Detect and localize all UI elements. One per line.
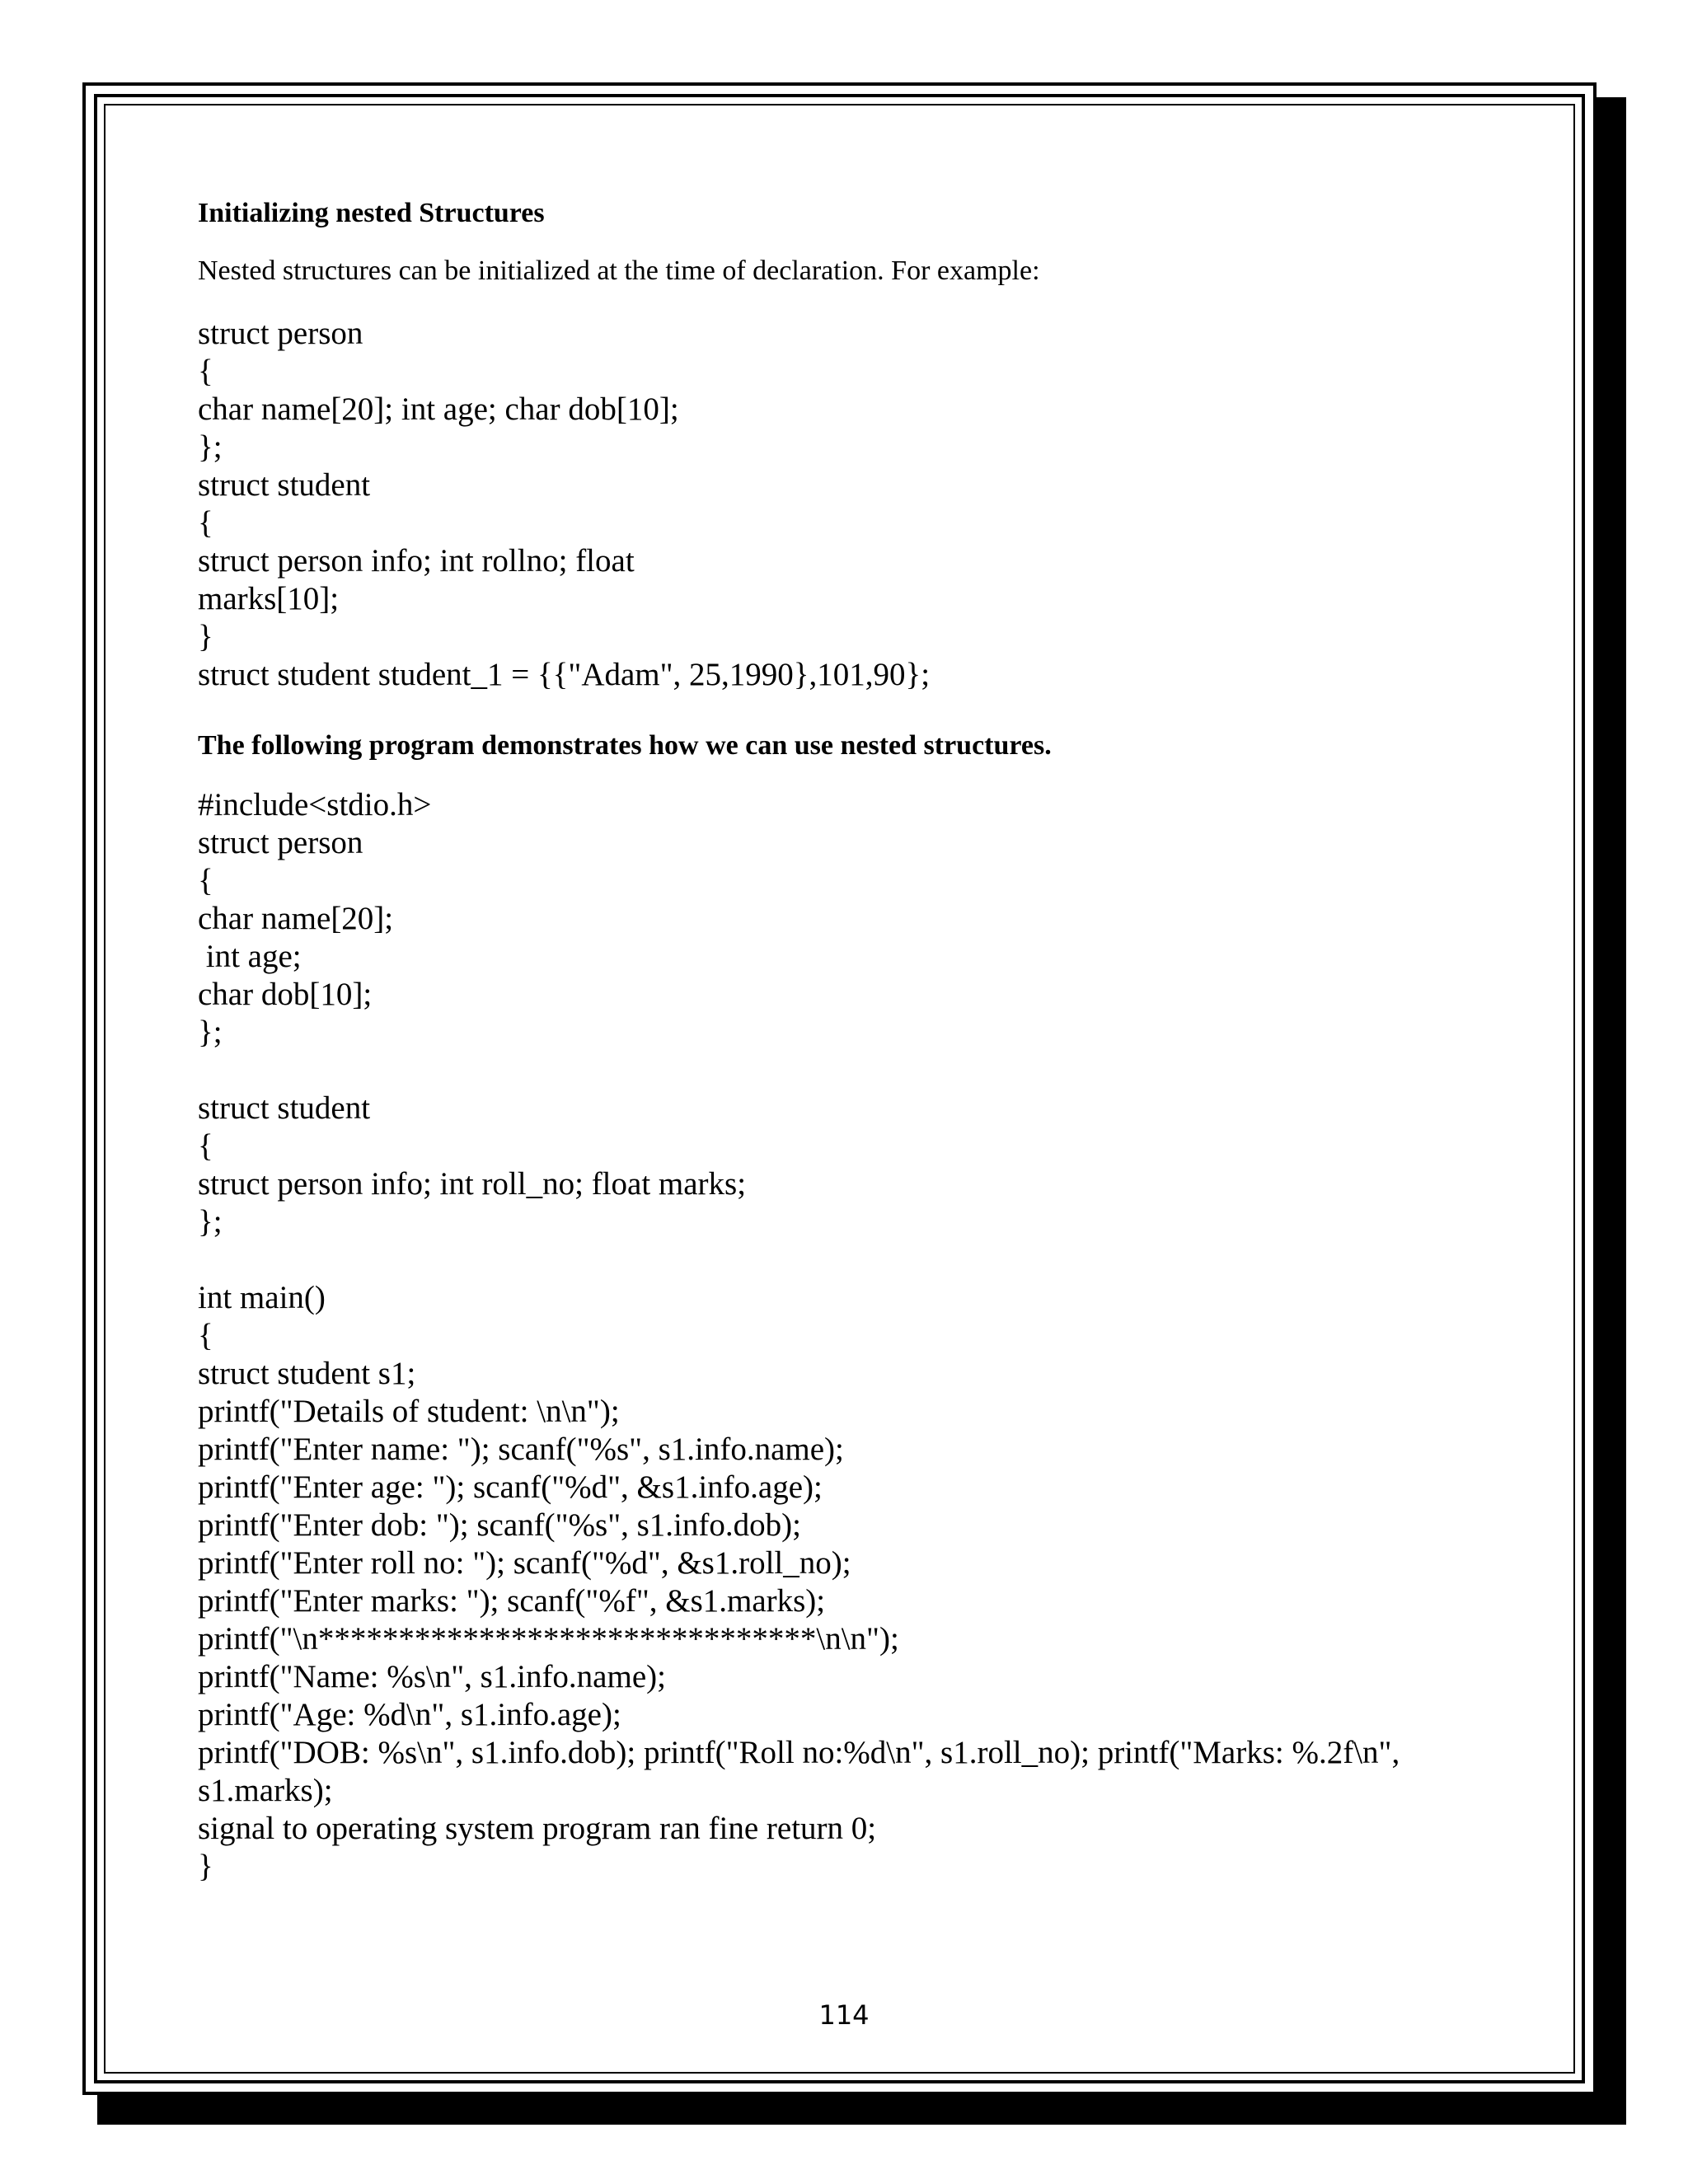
code-line: int main() bbox=[198, 1280, 326, 1315]
page-number: 114 bbox=[818, 1999, 870, 2031]
code-example-initialization bbox=[198, 315, 1451, 694]
page-content bbox=[198, 194, 1451, 1886]
code-line: printf("\n*******************************\n\n"); bbox=[198, 1621, 899, 1657]
code-line: char name[20]; int age; char dob[10]; bbox=[198, 391, 679, 427]
section-heading: Initializing nested Structures bbox=[198, 198, 545, 228]
code-line: struct student bbox=[198, 467, 371, 503]
code-line: printf("Enter roll no: "); scanf("%d", &s1.roll_no); bbox=[198, 1545, 851, 1581]
code-line: marks[10]; bbox=[198, 581, 340, 616]
code-line: { bbox=[198, 1128, 213, 1164]
code-line: #include<stdio.h> bbox=[198, 787, 432, 823]
code-line: }; bbox=[198, 1015, 223, 1050]
code-line: printf("Enter marks: "); scanf("%f", &s1.marks); bbox=[198, 1583, 826, 1619]
code-line: int age; bbox=[198, 939, 302, 974]
code-line: struct person bbox=[198, 825, 363, 860]
code-line: printf("Name: %s\n", s1.info.name); bbox=[198, 1659, 666, 1694]
code-line: struct person info; int roll_no; float marks; bbox=[198, 1166, 747, 1202]
code-line: }; bbox=[198, 1204, 223, 1240]
code-line: printf("Enter dob: "); scanf("%s", s1.info.dob); bbox=[198, 1507, 801, 1543]
code-line bbox=[198, 1241, 1451, 1279]
code-line: printf("Age: %d\n", s1.info.age); bbox=[198, 1697, 621, 1732]
code-line bbox=[198, 1052, 1451, 1090]
code-line: }; bbox=[198, 429, 223, 465]
code-line: struct student s1; bbox=[198, 1356, 416, 1391]
intro-paragraph: Nested structures can be initialized at the time of declaration. For example: bbox=[198, 255, 1040, 286]
code-line: struct person info; int rollno; float bbox=[198, 543, 635, 579]
code-example-program bbox=[198, 786, 1451, 1886]
code-line: char dob[10]; bbox=[198, 977, 373, 1012]
code-line: struct person bbox=[198, 316, 363, 351]
program-heading: The following program demonstrates how we can use nested structures. bbox=[198, 730, 1052, 761]
code-line: } bbox=[198, 1849, 213, 1884]
code-line: printf("DOB: %s\n", s1.info.dob); printf("Roll no:%d\n", s1.roll_no); printf("Marks: %.2f\n", bbox=[198, 1735, 1400, 1770]
code-line: s1.marks); bbox=[198, 1773, 333, 1808]
code-line: printf("Enter age: "); scanf("%d", &s1.info.age); bbox=[198, 1469, 823, 1505]
code-line: char name[20]; bbox=[198, 901, 394, 936]
code-line: } bbox=[198, 619, 213, 654]
code-line: { bbox=[198, 863, 213, 898]
code-line: printf("Enter name: "); scanf("%s", s1.info.name); bbox=[198, 1432, 844, 1467]
code-line: signal to operating system program ran fine return 0; bbox=[198, 1811, 877, 1846]
code-line: struct student bbox=[198, 1090, 371, 1126]
code-line: { bbox=[198, 354, 213, 389]
code-line: struct student student_1 = {{"Adam", 25,1990},101,90}; bbox=[198, 657, 931, 692]
code-line: { bbox=[198, 1318, 213, 1353]
code-line: { bbox=[198, 505, 213, 541]
code-line: printf("Details of student: \n\n"); bbox=[198, 1394, 620, 1429]
